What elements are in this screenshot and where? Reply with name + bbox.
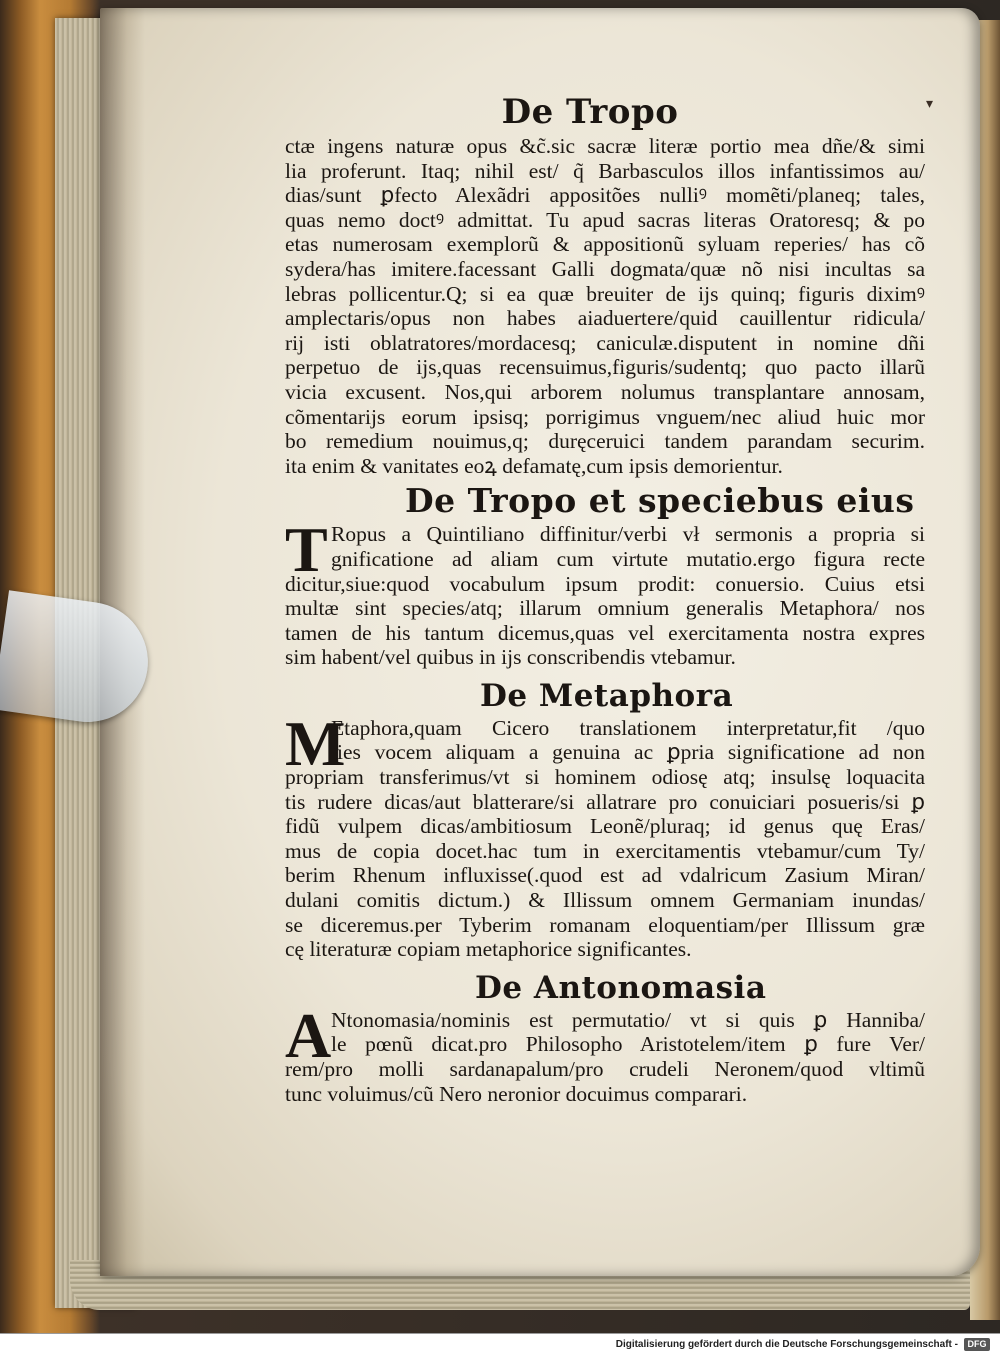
text-line: lebras pollicentur.Q; si ea quæ breuiter de ijs quinq; figuris diximꝰ	[285, 281, 925, 306]
footer-credit: Digitalisierung gefördert durch die Deutsche Forschungsgemeinschaft -	[615, 1339, 958, 1350]
footer-bar	[0, 1333, 1000, 1356]
dfg-logo: DFG	[964, 1338, 990, 1351]
text-line: gnificatione ad aliam cum virtute mutatio.ergo figura recte	[331, 546, 925, 571]
text-line: rij isti oblatratores/mordacesq; caniculæ.disputent in nomine dñi	[285, 330, 925, 355]
text-line: amplectaris/opus non habes aiaduertere/quid cauillentur ridicula/	[285, 306, 925, 331]
text-line: cę literaturæ copiam metaphorice significantes.	[285, 937, 692, 962]
text-line: sim habent/vel quibus in ijs conscribendis vtebamur.	[285, 645, 736, 670]
text-line: Etaphora,quam Cicero translationem interpretatur,fit /quo	[331, 715, 925, 740]
text-line: tis rudere dicas/aut blatterare/si allatrare pro conuiciari posueris/si ꝑ	[285, 789, 925, 814]
text-line: Ropus a Quintiliano diffinitur/verbi vł sermonis a propria si	[331, 522, 925, 547]
text-line: ties vocem aliquam a genuina ac ꝑpria significatione ad non	[331, 740, 925, 765]
section-heading-antonomasia: De Antonomasia	[475, 969, 767, 1006]
paragraph-1	[285, 134, 925, 478]
paragraph-3	[285, 707, 925, 962]
text-line: cõmentarijs eorum ipsisq; porrigimus vnguem/nec aliud huic mor	[285, 404, 925, 429]
text-line: dulani comitis dictum.) & Illissum omnem Germaniam inundas/	[285, 888, 925, 913]
text-line: berim Rhenum influxisse(.quod est ad vdalricum Zasium Miran/	[285, 863, 925, 888]
text-line: tamen de his tantum dicemus,quas vel exercitamenta nostra expres	[285, 620, 925, 645]
drop-initial: M	[285, 707, 346, 779]
text-line: propriam transferimus/vt si hominem odiosę atq; insulsę loquacita	[285, 765, 925, 790]
text-line: tunc voluimus/cũ Nero neronior docuimus comparari.	[285, 1081, 748, 1106]
paragraph-2	[285, 514, 925, 670]
text-line: rem/pro molli sardanapalum/pro crudeli Neronem/quod vltimũ	[285, 1057, 925, 1081]
text-line: le pœnũ dicat.pro Philosopho Aristotelem/item ꝑ fure Ver/	[331, 1032, 925, 1057]
text-line: perpetuo de ijs,quas recensuimus,figuris/sudentq; quo pacto illarũ	[285, 355, 925, 380]
margin-mark: ▾	[926, 97, 934, 112]
text-line: ita enim & vanitates eoꝝ defamatę,cum ipsis demorientur.	[285, 453, 783, 478]
text-line: lia proferunt. Itaq; nihil est/ q̃ Barbasculos illos infantissimos au/	[285, 158, 925, 183]
paragraph-4	[285, 999, 925, 1106]
text-line: quas nemo doctꝰ admittat. Tu apud sacras literas Oratoresq; & po	[285, 207, 925, 232]
text-line: se diceremus.per Tyberim romanam eloquentiam/per Illissum græ	[285, 912, 925, 937]
text-line: vicia excusent. Nos,qui arborem nolumus transplantare annosam,	[285, 379, 925, 404]
text-line: mus de copia docet.hac tum in exercitamentis vtebamur/cum Ty/	[285, 838, 925, 863]
section-heading-metaphora: De Metaphora	[480, 677, 734, 714]
text-line: ctæ ingens naturæ opus &c̃.sic sacræ literæ portio mea dñe/& simi	[285, 134, 925, 158]
section-heading-tropo: De Tropo et speciebus eius	[405, 481, 915, 521]
text-line: multæ sint species/atq; illarum omnium generalis Metaphora/ nos	[285, 596, 925, 621]
text-line: dicitur,siue:quod vocabulum ipsum prodit: conuersio. Cuius etsi	[285, 571, 925, 596]
running-head: De Tropo	[501, 92, 679, 132]
text-line: fidũ vulpem dicas/ambitiosum Leonẽ/pluraq; id genus quę Eras/	[285, 814, 925, 839]
text-line: bo remedium nouimus,q; duręceruici tandem parandam securim.	[285, 429, 925, 454]
drop-initial: A	[285, 999, 332, 1071]
text-line: sydera/has imitere.facessant Galli dogmata/quæ nõ nisi incultas sa	[285, 256, 925, 281]
drop-initial: T	[285, 514, 328, 586]
text-line: dias/sunt ꝑfecto Alexãdri appositões nulliꝰ momẽti/planeq; tales,	[285, 183, 925, 208]
text-line: Ntonomasia/nominis est permutatio/ vt si quis ꝑ Hanniba/	[331, 1007, 925, 1032]
page-text	[285, 90, 925, 1106]
text-line: etas numerosam exemplorũ & appositionũ syluam reperies/ has cõ	[285, 232, 925, 257]
